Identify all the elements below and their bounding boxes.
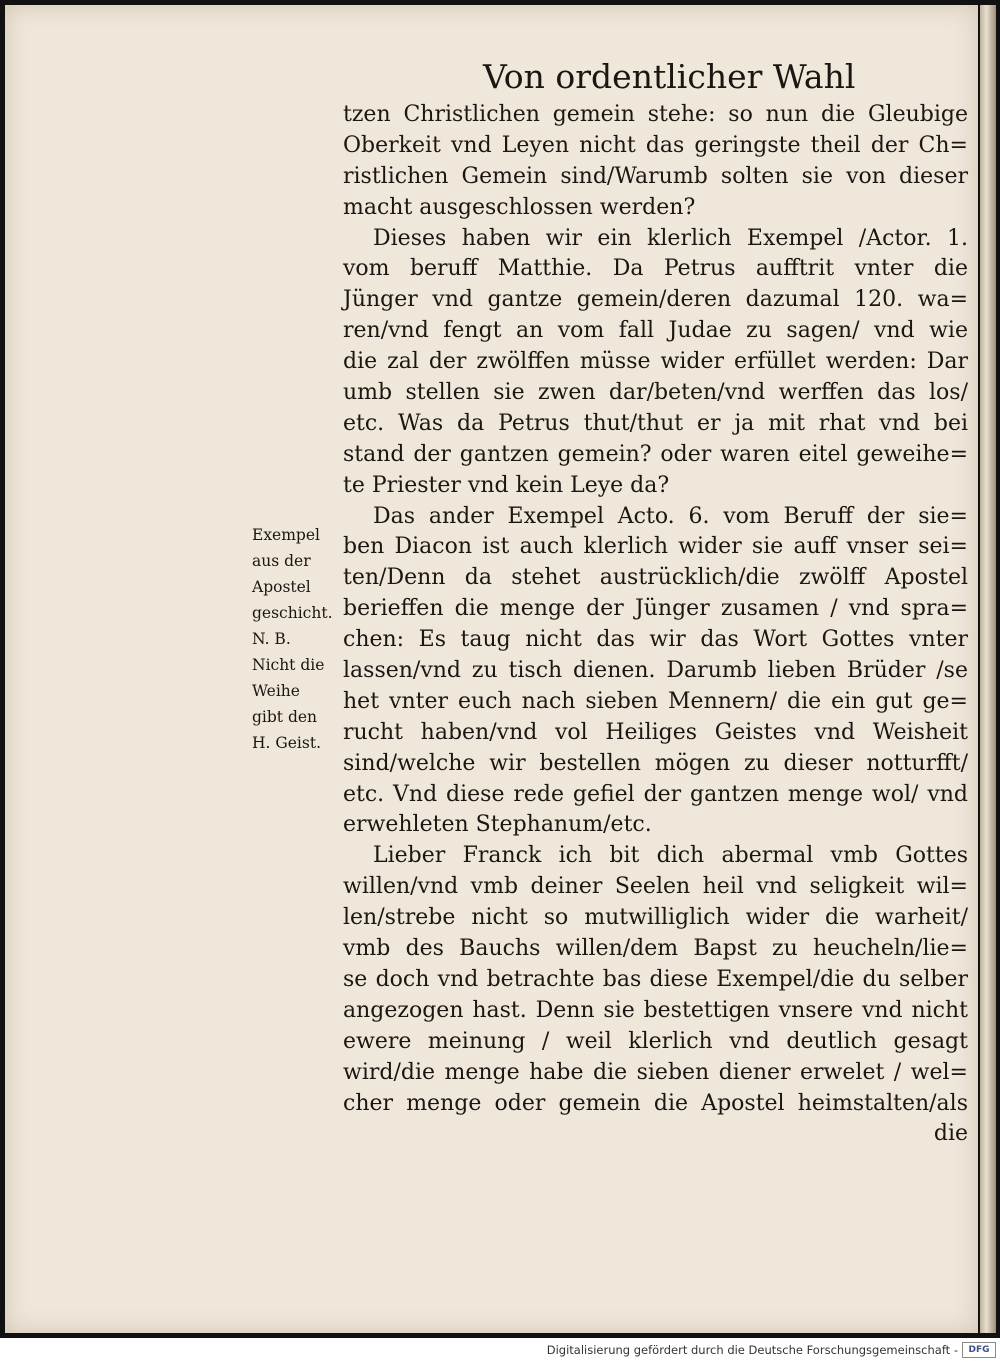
marginal-note-line: H. Geist. (252, 734, 321, 752)
text-line: berieffen die menge der Jünger zusamen / vnd spra= (343, 596, 968, 622)
text-line: vom beruff Matthie. Da Petrus aufftrit vnter die (343, 256, 968, 282)
text-line: willen/vnd vmb deiner Seelen heil vnd seligkeit wil= (343, 874, 968, 900)
running-head: Von ordentlicher Wahl (483, 57, 856, 96)
text-line: vmb des Bauchs willen/dem Bapst zu heucheln/lie= (343, 936, 968, 962)
marginal-note-line: geschicht. (252, 604, 333, 622)
catchword: die (933, 1121, 968, 1147)
text-line: die zal der zwölffen müsse wider erfüllet werden: Dar (343, 349, 968, 375)
text-line: stand der gantzen gemein? oder waren eitel geweihe= (343, 441, 968, 467)
text-line: chen: Es taug nicht das wir das Wort Gottes vnter (343, 627, 968, 653)
text-line: ten/Denn da stehet austrücklich/die zwölff Apostel (343, 565, 968, 591)
text-line: wird/die menge habe die sieben diener erwelet / wel= (343, 1059, 968, 1085)
page-edge (980, 5, 996, 1333)
text-line: Jünger vnd gantze gemein/deren dazumal 120. wa= (343, 287, 968, 313)
text-line: ren/vnd fengt an vom fall Judae zu sagen/ vnd wie (343, 318, 968, 344)
text-line: ristlichen Gemein sind/Warumb solten sie von dieser (343, 163, 968, 189)
body-text (343, 100, 968, 1150)
marginal-note-line: N. B. (252, 630, 291, 648)
text-line: Das ander Exempel Acto. 6. vom Beruff der sie= (373, 503, 968, 529)
text-line: het vnter euch nach sieben Mennern/ die ein gut ge= (343, 688, 968, 714)
text-line: Oberkeit vnd Leyen nicht das geringste theil der Ch= (343, 132, 968, 158)
marginal-note-line: Apostel (252, 578, 311, 596)
text-line: rucht haben/vnd vol Heiliges Geistes vnd Weisheit (343, 719, 968, 745)
marginal-note-line: aus der (252, 552, 311, 570)
marginal-note-line: Weihe (252, 682, 300, 700)
marginal-note-line: Exempel (252, 526, 320, 544)
text-line: tzen Christlichen gemein stehe: so nun die Gleubige (343, 102, 968, 127)
text-line: cher menge oder gemein die Apostel heimstalten/als (343, 1090, 968, 1116)
text-line: Dieses haben wir ein klerlich Exempel /Actor. 1. (373, 225, 968, 251)
marginal-note-line: gibt den (252, 708, 318, 726)
text-line: angezogen hast. Denn sie bestettigen vnsere vnd nicht (343, 997, 968, 1023)
text-line: sind/welche wir bestellen mögen zu dieser notturfft/ (343, 750, 968, 776)
text-line: etc. Was da Petrus thut/thut er ja mit rhat vnd bei (343, 410, 968, 436)
text-line: etc. Vnd diese rede gefiel der gantzen menge wol/ vnd (343, 781, 968, 807)
text-line: ewere meinung / weil klerlich vnd deutlich gesagt (343, 1028, 968, 1054)
text-line: te Priester vnd kein Leye da? (343, 472, 670, 498)
marginal-note-line: Nicht die (252, 656, 325, 674)
text-line: ben Diacon ist auch klerlich wider sie auff vnser sei= (343, 534, 968, 560)
dfg-logo: DFG (962, 1342, 996, 1358)
text-line: se doch vnd betrachte bas diese Exempel/die du selber (343, 966, 968, 992)
funding-credit: Digitalisierung gefördert durch die Deutsche Forschungsgemeinschaft - (546, 1343, 958, 1357)
footer-bar (0, 1338, 1000, 1363)
text-line: len/strebe nicht so mutwilliglich wider die warheit/ (343, 905, 968, 931)
text-line: macht ausgeschlossen werden? (343, 194, 696, 220)
text-line: umb stellen sie zwen dar/beten/vnd werffen das los/ (343, 380, 968, 406)
text-line: Lieber Franck ich bit dich abermal vmb Gottes (373, 843, 968, 869)
text-line: lassen/vnd zu tisch dienen. Darumb lieben Brüder /se (343, 658, 968, 684)
marginal-note (252, 522, 347, 756)
text-line: erwehleten Stephanum/etc. (343, 812, 652, 838)
